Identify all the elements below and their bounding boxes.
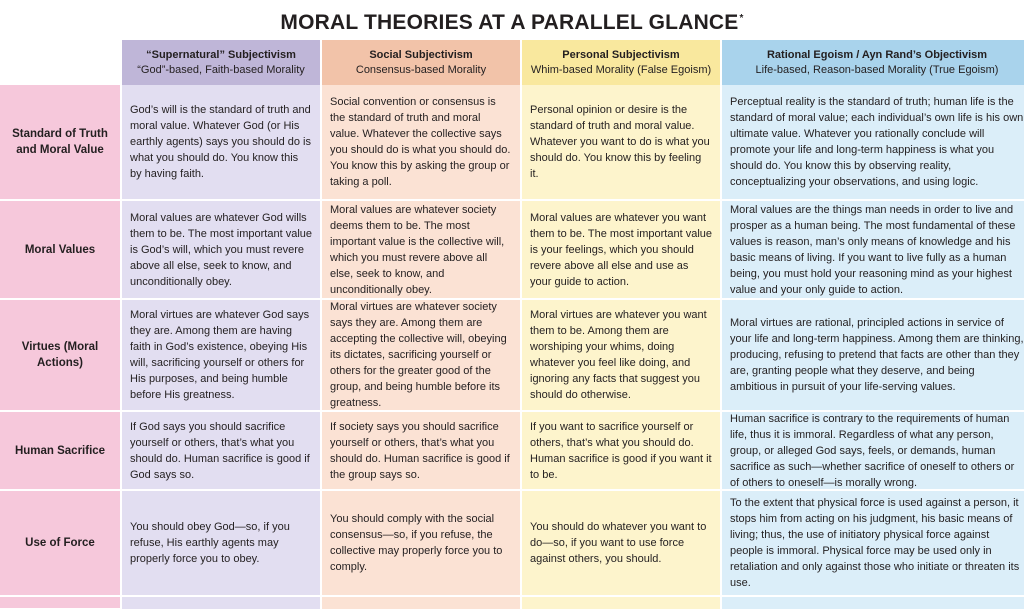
row-header-moral-values: Moral Values: [0, 201, 120, 300]
column-header-social: [322, 40, 520, 85]
table-cell-cutoff: [322, 597, 520, 609]
column-header-rational-egoism: [722, 40, 1024, 85]
table-cell: [122, 85, 320, 201]
column-title: Rational Egoism / Ayn Rand’s Objectivism: [766, 48, 988, 61]
table-cell: [122, 300, 320, 412]
page-title: [0, 4, 1024, 34]
cell-text: Moral values are the things man needs in order to live and prosper as a human being. The most fundamental of these values is reason, man’s only means of knowledge and his basic means of living. If you want to live fully as a human being, you must hold your reasoning mind as your highest value and your only guide to action.: [730, 203, 1016, 296]
column-header-supernatural: [122, 40, 320, 85]
column-header-personal: [522, 40, 720, 85]
cell-text: Human sacrifice is contrary to the requirements of human life, thus it is immoral. Regardless of what any person, group, or alleged God says, feels, or demands, human sacrifice as such—whether sacrifice of oneself to others or of others to oneself—is morally wrong.: [730, 412, 1015, 489]
table-cell: [522, 491, 720, 597]
table-cell: [322, 300, 520, 412]
column-subtitle: “God”-based, Faith-based Morality: [137, 63, 305, 76]
cell-text: To the extent that physical force is used against a person, it stops him from acting on his judgment, his basic means of living; thus, the use of initiatory physical force against people is immoral. Physical force may be used only in retaliation and only against those who initiate or threaten its use.: [730, 497, 1020, 589]
table-cell-cutoff: [722, 597, 1024, 609]
row-header-virtues: Virtues (Moral Actions): [0, 300, 120, 412]
title-text: MORAL THEORIES AT A PARALLEL GLANCE: [280, 11, 739, 34]
table-cell: [722, 300, 1024, 412]
table-cell: [522, 300, 720, 412]
cell-text: You should do whatever you want to do—so, if you want to use force against others, you should.: [530, 521, 707, 565]
row-header-standard: Standard of Truth and Moral Value: [0, 85, 120, 201]
cell-text: Moral values are whatever society deems them to be. The most important value is the collective will, which you must revere above all else, seek to know, and unconditionally obey.: [330, 203, 505, 296]
cell-text: You should obey God—so, if you refuse, His earthly agents may properly force you to obey.: [130, 521, 290, 565]
table-cell: [322, 85, 520, 201]
cell-text: Moral values are whatever you want them to be. The most important value is your feelings, which you should revere above all else and use as your guide to action.: [530, 211, 712, 288]
table-cell: [122, 491, 320, 597]
cell-text: God’s will is the standard of truth and moral value. Whatever God (or His earthly agents) says you should do is what you should do. You know this by having faith.: [130, 104, 311, 180]
cell-text: Moral virtues are whatever society says they are. Among them are accepting the collective will, obeying its dictates, sacrificing yourself or others for the greater good of the group, and being humble before its greatness.: [330, 301, 507, 409]
table-cell: [322, 412, 520, 491]
table-cell: [122, 201, 320, 300]
title-footnote-mark: *: [739, 13, 744, 24]
table-cell: [522, 85, 720, 201]
column-title: Social Subjectivism: [369, 48, 473, 61]
table-cell: [722, 201, 1024, 300]
cell-text: Moral virtues are rational, principled actions in service of your life and long-term happiness. Among them are thinking, producing, refusing to pretend that facts are other than they are, granting people what they deserve, and being ambitious in pursuit of your life-serving values.: [730, 317, 1024, 393]
cell-text: Moral values are whatever God wills them to be. The most important value is God’s will, which you must revere above all else, seek to know, and unconditionally obey.: [130, 211, 312, 288]
column-subtitle: Whim-based Morality (False Egoism): [530, 63, 712, 76]
comparison-table: [0, 40, 1024, 608]
cell-text: Social convention or consensus is the standard of truth and moral value. Whatever the collective says you should do is what you should do. You know this by asking the group or taking a poll.: [330, 96, 511, 188]
table-cell-cutoff: [122, 597, 320, 609]
column-title: “Supernatural” Subjectivism: [146, 48, 296, 61]
table-corner: [0, 40, 120, 85]
row-header-use-of-force: Use of Force: [0, 491, 120, 597]
column-title: Personal Subjectivism: [562, 48, 680, 61]
cell-text: Moral virtues are whatever you want them to be. Among them are worshiping your whims, doing whatever you feel like doing, and ignoring any facts that suggest you should do otherwise.: [530, 309, 707, 401]
table-cell: [322, 201, 520, 300]
row-header-cutoff: [0, 597, 120, 608]
column-subtitle: Consensus-based Morality: [355, 63, 487, 76]
table-cell: [722, 85, 1024, 201]
table-cell: [722, 491, 1024, 597]
table-cell: [522, 201, 720, 300]
cell-text: Moral virtues are whatever God says they are. Among them are having faith in God’s existence, obeying His will, sacrificing yourself or others for His purposes, and being humble before His greatness.: [130, 309, 310, 401]
table-cell: [122, 412, 320, 491]
cell-text: If God says you should sacrifice yourself or others, that’s what you should do. Human sacrifice is good if God says so.: [130, 420, 310, 481]
table-cell: [322, 491, 520, 597]
table-cell-cutoff: [522, 597, 720, 609]
row-header-human-sacrifice: Human Sacrifice: [0, 412, 120, 491]
cell-text: You should comply with the social consensus—so, if you refuse, the collective may properly force you to comply.: [330, 513, 503, 573]
cell-text: If you want to sacrifice yourself or others, that’s what you should do. Human sacrifice is good if you want it to be.: [530, 420, 712, 481]
column-subtitle: Life-based, Reason-based Morality (True Egoism): [755, 63, 999, 76]
cell-text: Perceptual reality is the standard of truth; human life is the standard of moral value; each individual’s own life is his own ultimate value. Whatever you rationally conclude will promote your life and long-term happiness is what you should do. You know this by observing reality, conceptualizing your observations, and using logic.: [730, 96, 1024, 188]
table-cell: [722, 412, 1024, 491]
cell-text: Personal opinion or desire is the standard of truth and moral value. Whatever you want to do is what you should do. You know this by feeling it.: [530, 104, 710, 180]
cell-text: If society says you should sacrifice yourself or others, that’s what you should do. Human sacrifice is good if the group says so.: [330, 420, 510, 481]
table-cell: [522, 412, 720, 491]
